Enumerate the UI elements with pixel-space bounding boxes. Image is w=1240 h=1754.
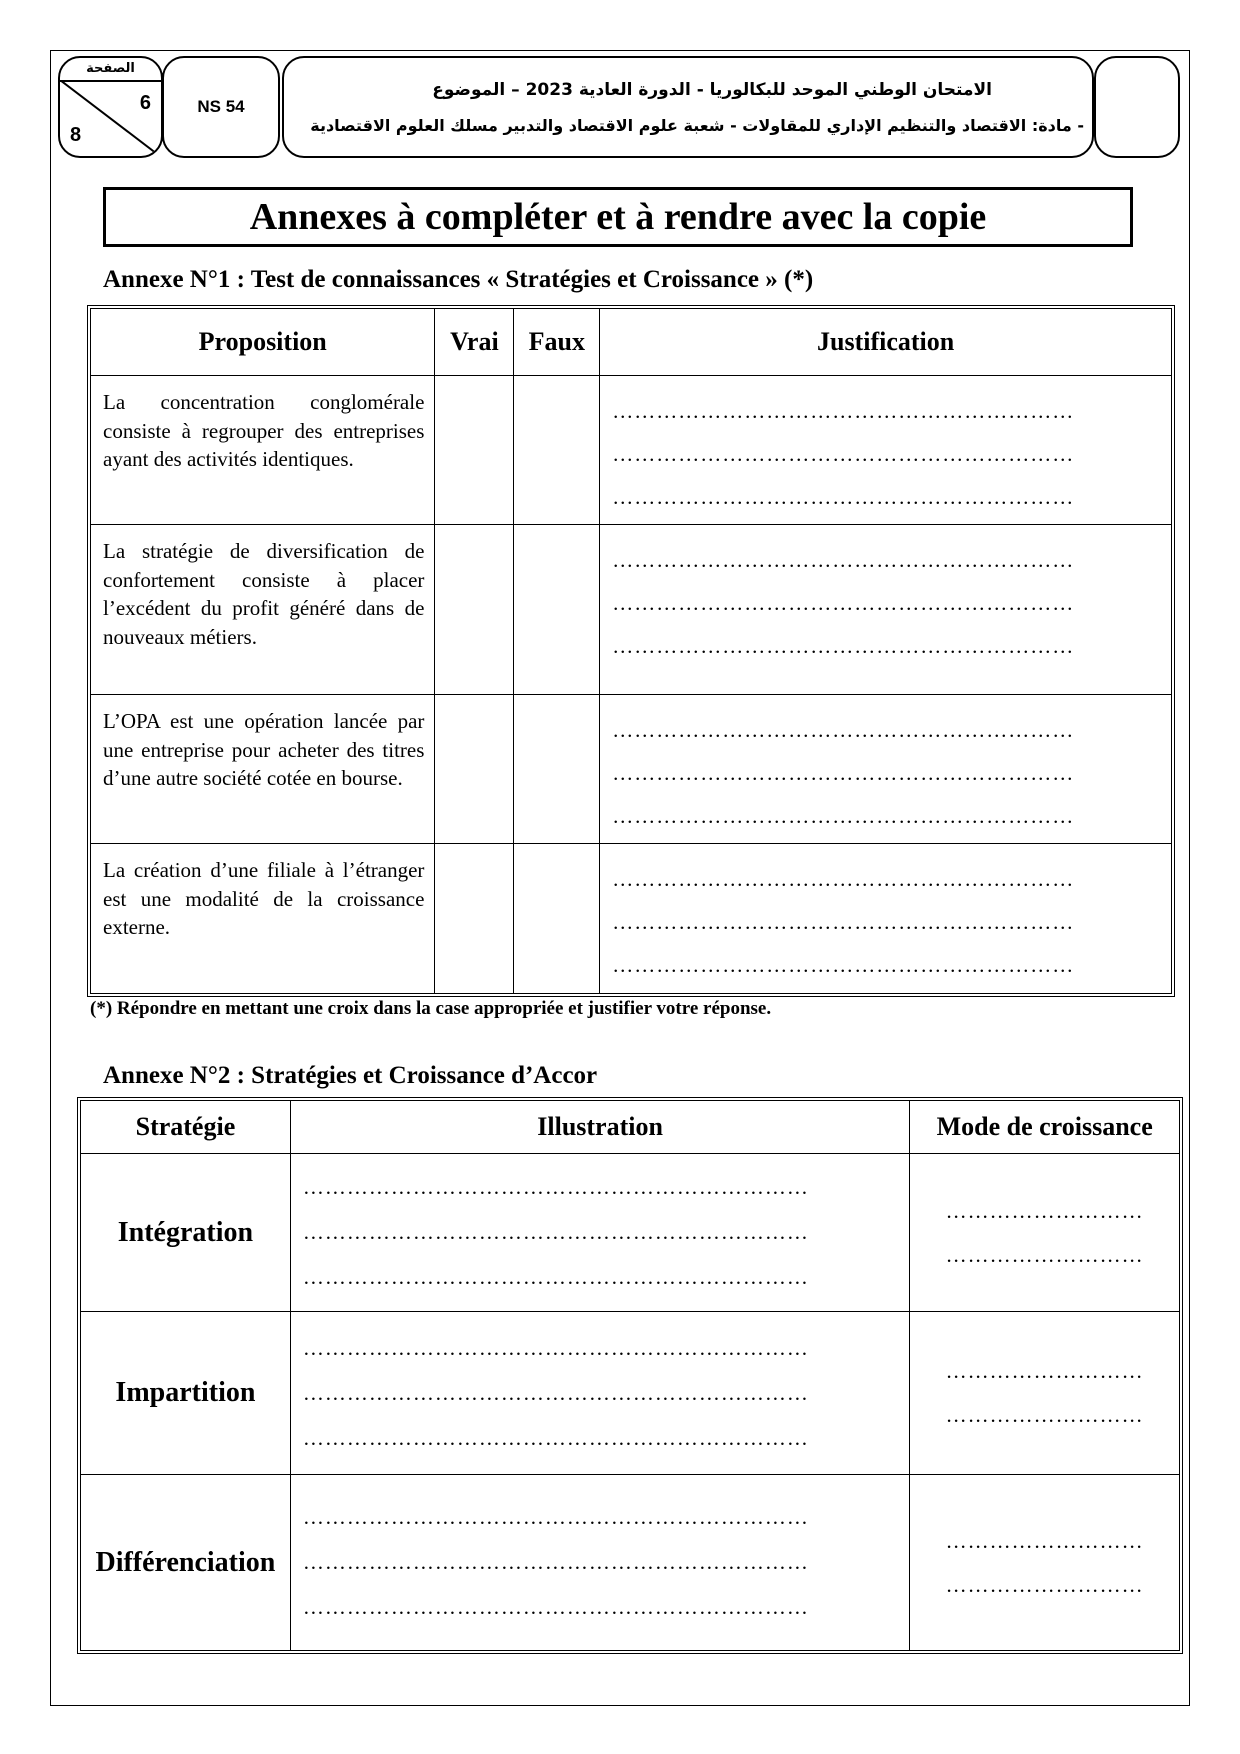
dotted-line: ………………………………………………………: [612, 591, 1075, 615]
dotted-line: ……………………………………………………………: [302, 1265, 809, 1289]
illustration-field[interactable]: [290, 1154, 910, 1312]
dotted-line: ……………………………………………………………: [302, 1550, 809, 1574]
vrai-checkbox[interactable]: [435, 525, 514, 695]
mode-field[interactable]: [910, 1312, 1180, 1475]
table-row: [81, 1154, 1180, 1312]
vrai-checkbox[interactable]: [435, 376, 514, 525]
dotted-line: ……………………………………………………………: [302, 1595, 809, 1619]
exam-title-line2: - مادة: الاقتصاد والتنظيم الإداري للمقاولات - شعبة علوم الاقتصاد والتدبير مسلك العلوم الاقتصادية: [310, 116, 1084, 135]
annexe1-table: [90, 308, 1172, 994]
table-row: [91, 695, 1172, 844]
page-label: الصفحة: [60, 60, 161, 82]
page-number: 6: [139, 92, 151, 114]
justification-field[interactable]: [600, 695, 1172, 844]
dotted-line: ……………………………………………………………: [302, 1380, 809, 1405]
col-illustration: Illustration: [290, 1101, 910, 1154]
dotted-line: ………………………: [945, 1528, 1144, 1553]
dotted-line: ………………………………………………………: [612, 548, 1075, 572]
dotted-line: ……………………………………………………………: [302, 1335, 809, 1360]
dotted-line: ……………………………………………………………: [302, 1175, 809, 1199]
col-strategie: Stratégie: [81, 1101, 291, 1154]
exam-code: NS 54: [162, 56, 280, 158]
page-number-box: [58, 56, 163, 158]
annexe1-title: Annexe N°1 : Test de connaissances « Stratégies et Croissance » (*): [103, 266, 814, 293]
col-faux: Faux: [514, 309, 600, 376]
illustration-field[interactable]: [290, 1475, 910, 1651]
proposition-text: La concentration conglomérale consiste à regrouper des entreprises ayant des activités identiques.: [91, 376, 435, 525]
page-banner: Annexes à compléter et à rendre avec la copie: [103, 187, 1133, 247]
justification-field[interactable]: [600, 844, 1172, 994]
exam-title-box: [282, 56, 1094, 158]
faux-checkbox[interactable]: [514, 695, 600, 844]
vrai-checkbox[interactable]: [435, 695, 514, 844]
table-row: [91, 844, 1172, 994]
dotted-line: ………………………: [945, 1572, 1144, 1597]
dotted-line: ………………………………………………………: [612, 867, 1075, 891]
faux-checkbox[interactable]: [514, 525, 600, 695]
illustration-field[interactable]: [290, 1312, 910, 1475]
proposition-text: L’OPA est une opération lancée par une entreprise pour acheter des titres d’une autre société cotée en bourse.: [91, 695, 435, 844]
annexe2-table: [80, 1100, 1180, 1651]
justification-field[interactable]: [600, 376, 1172, 525]
dotted-line: ………………………………………………………: [612, 634, 1075, 658]
dotted-line: ………………………: [945, 1242, 1144, 1267]
dotted-line: ………………………………………………………: [612, 910, 1075, 934]
dotted-line: ………………………………………………………: [612, 399, 1075, 423]
annexe2-title: Annexe N°2 : Stratégies et Croissance d’Accor: [103, 1062, 598, 1089]
table-row: [81, 1312, 1180, 1475]
justification-field[interactable]: [600, 525, 1172, 695]
strategy-label: Impartition: [81, 1312, 291, 1475]
dotted-line: ………………………………………………………: [612, 804, 1075, 828]
exam-title-line1: الامتحان الوطني الموحد للبكالوريا - الدورة العادية 2023 – الموضوع: [432, 80, 992, 100]
dotted-line: ……………………………………………………………: [302, 1505, 809, 1529]
col-mode-croissance: Mode de croissance: [910, 1101, 1180, 1154]
vrai-checkbox[interactable]: [435, 844, 514, 994]
table-row: [81, 1475, 1180, 1651]
annexe1-note: (*) Répondre en mettant une croix dans la case appropriée et justifier votre réponse.: [90, 998, 772, 1019]
dotted-line: ……………………………………………………………: [302, 1220, 809, 1244]
blank-box: [1094, 56, 1180, 158]
dotted-line: ………………………………………………………: [612, 718, 1075, 742]
col-justification: Justification: [600, 309, 1172, 376]
dotted-line: ………………………………………………………: [612, 953, 1075, 977]
dotted-line: ………………………………………………………: [612, 761, 1075, 785]
dotted-line: ……………………………………………………………: [302, 1425, 809, 1450]
dotted-line: ………………………: [945, 1198, 1144, 1223]
table-row: [91, 525, 1172, 695]
dotted-line: ………………………………………………………: [612, 442, 1075, 466]
faux-checkbox[interactable]: [514, 376, 600, 525]
mode-field[interactable]: [910, 1475, 1180, 1651]
table-row: [91, 376, 1172, 525]
strategy-label: Intégration: [81, 1154, 291, 1312]
dotted-line: ………………………: [945, 1403, 1144, 1427]
proposition-text: La stratégie de diversification de confortement consiste à placer l’excédent du profit généré dans de nouveaux métiers.: [91, 525, 435, 695]
dotted-line: ………………………: [945, 1359, 1144, 1383]
col-vrai: Vrai: [435, 309, 514, 376]
proposition-text: La création d’une filiale à l’étranger est une modalité de la croissance externe.: [91, 844, 435, 994]
col-proposition: Proposition: [91, 309, 435, 376]
strategy-label: Différenciation: [81, 1475, 291, 1651]
dotted-line: ………………………………………………………: [612, 485, 1075, 509]
page-total: 8: [70, 124, 82, 146]
mode-field[interactable]: [910, 1154, 1180, 1312]
faux-checkbox[interactable]: [514, 844, 600, 994]
